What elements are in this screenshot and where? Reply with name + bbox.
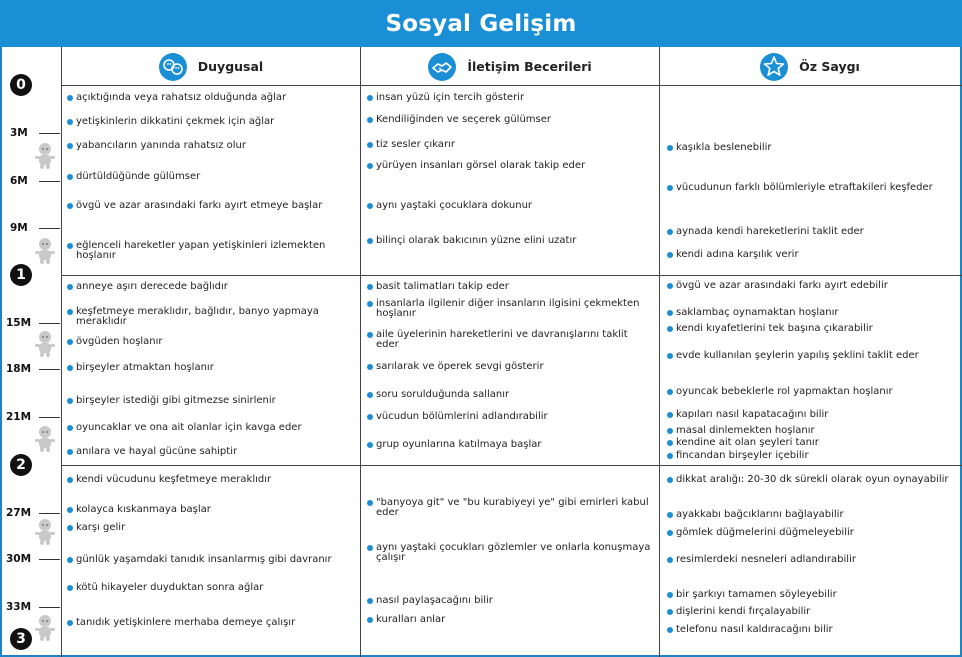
list-item: kapıları nasıl kapatacağını bilir xyxy=(667,410,952,420)
list-item: eğlenceli hareketler yapan yetişkinleri izlemekten hoşlanır xyxy=(67,241,352,261)
list-item: dikkat aralığı: 20-30 dk sürekli olarak oyun oynayabilir xyxy=(667,475,952,485)
list-item: dişlerini kendi fırçalayabilir xyxy=(667,607,952,617)
axis-divider xyxy=(61,47,62,657)
list-item: övgüden hoşlanır xyxy=(67,337,352,347)
month-tick xyxy=(39,133,60,134)
list-item: kolayca kıskanmaya başlar xyxy=(67,505,352,515)
list-item: ayakkabı bağcıklarını bağlayabilir xyxy=(667,510,952,520)
year-divider xyxy=(61,465,962,466)
month-label: 3M xyxy=(10,127,28,139)
list-item: insanlarla ilgilenir diğer insanların ilgisini çekmekten hoşlanır xyxy=(367,299,652,319)
list-item: açıktığında veya rahatsız olduğunda ağlar xyxy=(67,93,352,103)
column-label: Duygusal xyxy=(197,59,264,74)
list-item: kuralları anlar xyxy=(367,615,652,625)
list-item: oyuncaklar ve ona ait olanlar için kavga eder xyxy=(67,423,352,433)
list-item: tanıdık yetişkinlere merhaba demeye çalışır xyxy=(67,618,352,628)
column-header-self-esteem xyxy=(659,48,960,85)
baby-icon xyxy=(33,614,57,642)
column-header-communication xyxy=(360,48,659,85)
list-item: aynada kendi hareketlerini taklit eder xyxy=(667,227,952,237)
list-item: kötü hikayeler duyduktan sonra ağlar xyxy=(67,583,352,593)
month-label: 33M xyxy=(6,601,32,613)
list-item: tiz sesler çıkarır xyxy=(367,140,652,150)
list-item: soru sorulduğunda sallanır xyxy=(367,390,652,400)
list-item: aile üyelerinin hareketlerini ve davranışlarını taklit eder xyxy=(367,330,652,350)
list-item: masal dinlemekten hoşlanır xyxy=(667,426,952,436)
year-marker-0: 0 xyxy=(10,74,32,96)
month-tick xyxy=(39,513,60,514)
list-item: grup oyunlarına katılmaya başlar xyxy=(367,440,652,450)
list-item: vücudun bölümlerini adlandırabilir xyxy=(367,412,652,422)
handshake-icon xyxy=(427,52,457,82)
list-item: sarılarak ve öperek sevgi gösterir xyxy=(367,362,652,372)
list-item: kendi adına karşılık verir xyxy=(667,250,952,260)
month-tick xyxy=(39,417,60,418)
list-item: karşı gelir xyxy=(67,523,352,533)
month-label: 9M xyxy=(10,222,28,234)
list-item: anılara ve hayal gücüne sahiptir xyxy=(67,447,352,457)
year-marker-2: 2 xyxy=(10,454,32,476)
month-tick xyxy=(39,559,60,560)
list-item: yetişkinlerin dikkatini çekmek için ağlar xyxy=(67,117,352,127)
list-item: kendi vücudunu keşfetmeye meraklıdır xyxy=(67,475,352,485)
month-tick xyxy=(39,607,60,608)
baby-icon xyxy=(33,330,57,358)
list-item: övgü ve azar arasındaki farkı ayırt edebilir xyxy=(667,281,952,291)
list-item: saklambaç oynamaktan hoşlanır xyxy=(667,308,952,318)
list-item: övgü ve azar arasındaki farkı ayırt etmeye başlar xyxy=(67,201,352,211)
list-item: dürtüldüğünde gülümser xyxy=(67,172,352,182)
list-item: aynı yaştaki çocukları gözlemler ve onlarla konuşmaya çalışır xyxy=(367,543,652,563)
list-item: Kendiliğinden ve seçerek gülümser xyxy=(367,115,652,125)
year-marker-3: 3 xyxy=(10,628,32,650)
column-divider xyxy=(659,47,660,657)
list-item: keşfetmeye meraklıdır, bağlıdır, banyo yapmaya meraklıdır xyxy=(67,307,352,327)
column-label: Öz Saygı xyxy=(799,59,860,74)
star-person-icon xyxy=(759,52,789,82)
title-bar xyxy=(0,0,962,47)
list-item: "banyoya git" ve "bu kurabiyeyi ye" gibi emirleri kabul eder xyxy=(367,498,652,518)
faces-icon xyxy=(158,52,188,82)
list-item: kaşıkla beslenebilir xyxy=(667,143,952,153)
list-item: anneye aşırı derecede bağlıdır xyxy=(67,282,352,292)
baby-icon xyxy=(33,425,57,453)
list-item: fincandan birşeyler içebilir xyxy=(667,451,952,461)
list-item: yabancıların yanında rahatsız olur xyxy=(67,141,352,151)
header-divider xyxy=(61,85,962,86)
column-label: İletişim Becerileri xyxy=(467,59,592,74)
list-item: oyuncak bebeklerle rol yapmaktan hoşlanır xyxy=(667,387,952,397)
page-title: Sosyal Gelişim xyxy=(385,10,577,37)
column-divider xyxy=(360,47,361,657)
list-item: vücudunun farklı bölümleriyle etraftakileri keşfeder xyxy=(667,183,952,193)
list-item: bir şarkıyı tamamen söyleyebilir xyxy=(667,590,952,600)
month-label: 6M xyxy=(10,175,28,187)
month-tick xyxy=(39,181,60,182)
list-item: kendi kıyafetlerini tek başına çıkarabilir xyxy=(667,324,952,334)
month-tick xyxy=(39,369,60,370)
list-item: evde kullanılan şeylerin yapılış şeklini taklit eder xyxy=(667,351,952,361)
list-item: insan yüzü için tercih gösterir xyxy=(367,93,652,103)
list-item: günlük yaşamdaki tanıdık insanlarmış gibi davranır xyxy=(67,555,352,565)
year-marker-1: 1 xyxy=(10,264,32,286)
month-tick xyxy=(39,228,60,229)
column-header-emotional xyxy=(61,48,360,85)
month-label: 30M xyxy=(6,553,32,565)
list-item: gömlek düğmelerini düğmeleyebilir xyxy=(667,528,952,538)
list-item: birşeyler istediği gibi gitmezse sinirlenir xyxy=(67,396,352,406)
year-divider xyxy=(61,275,962,276)
list-item: bilinçi olarak bakıcının yüzne elini uzatır xyxy=(367,236,652,246)
list-item: yürüyen insanları görsel olarak takip eder xyxy=(367,161,652,171)
list-item: telefonu nasıl kaldıracağını bilir xyxy=(667,625,952,635)
list-item: birşeyler atmaktan hoşlanır xyxy=(67,363,352,373)
month-label: 27M xyxy=(6,507,32,519)
month-label: 18M xyxy=(6,363,32,375)
list-item: kendine ait olan şeyleri tanır xyxy=(667,438,952,448)
month-tick xyxy=(39,323,60,324)
list-item: nasıl paylaşacağını bilir xyxy=(367,596,652,606)
month-label: 21M xyxy=(6,411,32,423)
month-label: 15M xyxy=(6,317,32,329)
baby-icon xyxy=(33,518,57,546)
list-item: basit talimatları takip eder xyxy=(367,282,652,292)
baby-icon xyxy=(33,237,57,265)
baby-icon xyxy=(33,142,57,170)
list-item: resimlerdeki nesneleri adlandırabilir xyxy=(667,555,952,565)
list-item: aynı yaştaki çocuklara dokunur xyxy=(367,201,652,211)
